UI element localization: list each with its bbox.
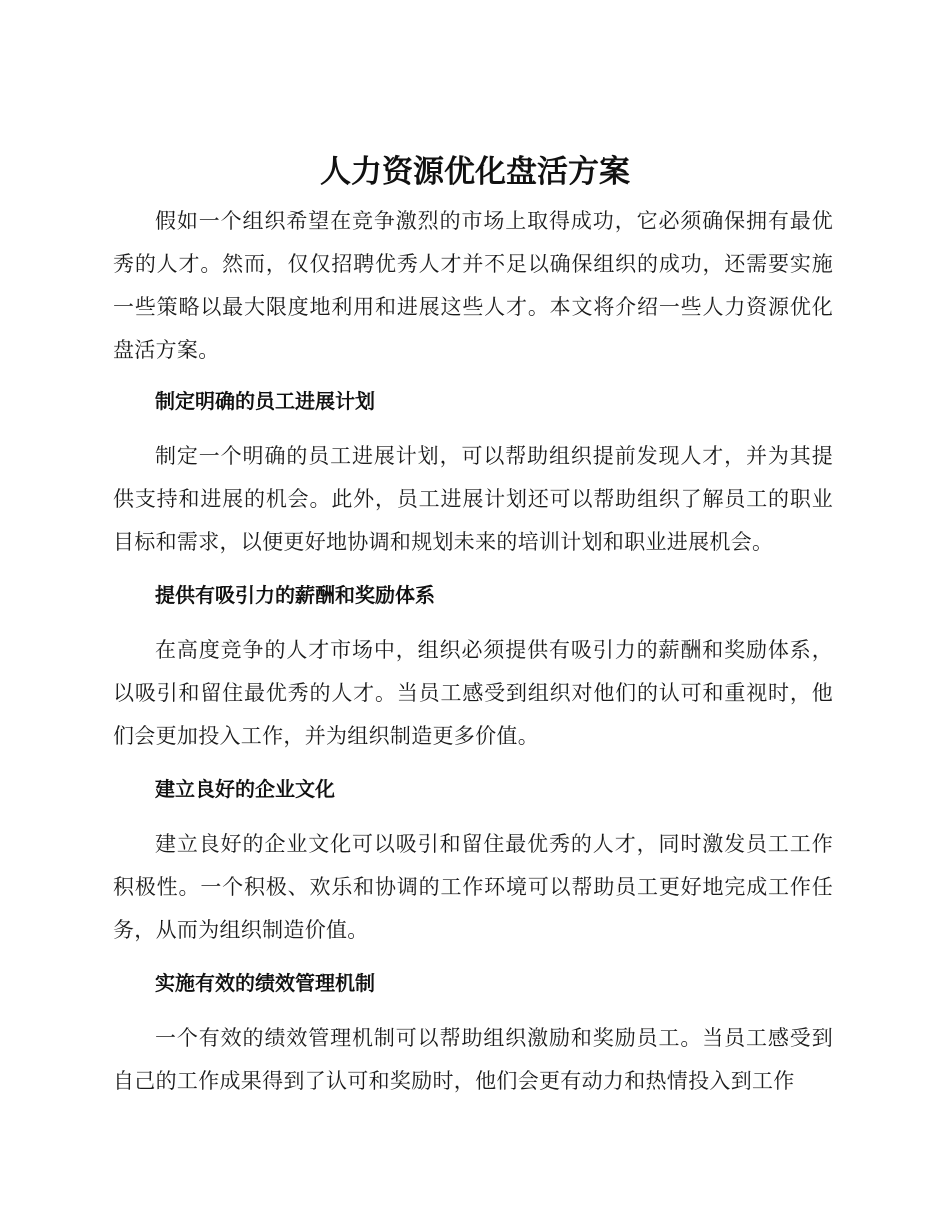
section-body-1: 制定一个明确的员工进展计划，可以帮助组织提前发现人才，并为其提供支持和进展的机会。此外，员工进展计划还可以帮助组织了解员工的职业目标和需求，以便更好地协调和规划未来的培训计划和职业进展机会。 bbox=[113, 444, 833, 554]
section-heading-3: 建立良好的企业文化 bbox=[155, 777, 335, 801]
document-title: 人力资源优化盘活方案 bbox=[320, 154, 630, 190]
section-body-4: 一个有效的绩效管理机制可以帮助组织激励和奖励员工。当员工感受到自己的工作成果得到了认可和奖励时，他们会更有动力和热情投入到工作 bbox=[113, 1026, 833, 1093]
section-body-3: 建立良好的企业文化可以吸引和留住最优秀的人才，同时激发员工工作积极性。一个积极、欢乐和协调的工作环境可以帮助员工更好地完成工作任务，从而为组织制造价值。 bbox=[113, 832, 833, 942]
intro-paragraph: 假如一个组织希望在竞争激烈的市场上取得成功，它必须确保拥有最优秀的人才。然而，仅仅招聘优秀人才并不足以确保组织的成功，还需要实施一些策略以最大限度地利用和进展这些人才。本文将介绍一些人力资源优化盘活方案。 bbox=[113, 209, 833, 362]
section-heading-4: 实施有效的绩效管理机制 bbox=[155, 971, 375, 995]
section-heading-1: 制定明确的员工进展计划 bbox=[155, 389, 375, 413]
section-heading-2: 提供有吸引力的薪酬和奖励体系 bbox=[155, 583, 435, 607]
section-body-2: 在高度竞争的人才市场中，组织必须提供有吸引力的薪酬和奖励体系，以吸引和留住最优秀的人才。当员工感受到组织对他们的认可和重视时，他们会更加投入工作，并为组织制造更多价值。 bbox=[113, 638, 833, 748]
